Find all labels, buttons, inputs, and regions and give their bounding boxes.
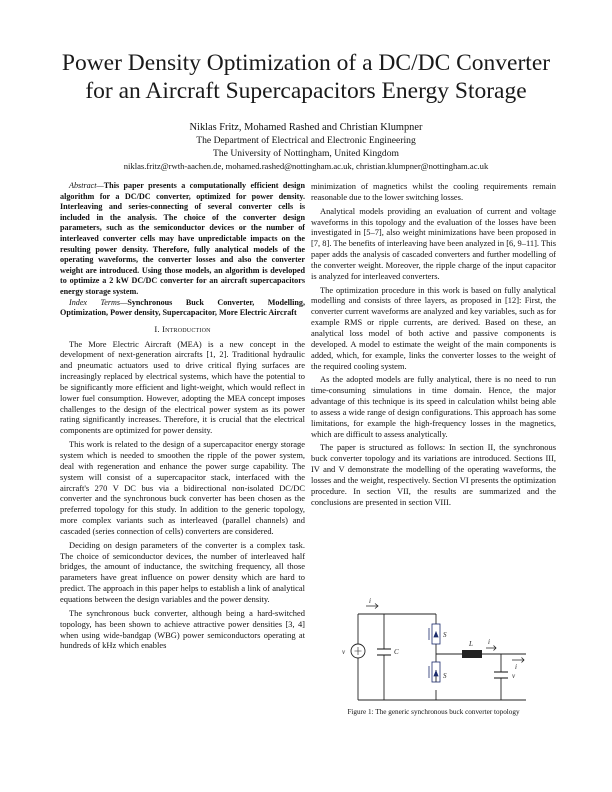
right-column — [311, 181, 556, 510]
title-line-2: for an Aircraft Supercapacitors Energy Storage — [85, 77, 527, 104]
department: The Department of Electrical and Electronic Engineering — [196, 135, 416, 146]
label-v-source: v — [342, 648, 346, 656]
right-paragraph-4: The paper is structured as follows: In section II, the synchronous buck converter topology and its variations are introduced. Sections III, IV and V demonstrate the modelling of the operating waveforms, the losses and the weight, respectively. Section VI presents the optimization procedure. In section VII, the results are summarized and the conclusions are presented in section VIII. — [311, 442, 556, 507]
intro-paragraph-3: Deciding on design parameters of the converter is a complex task. The choice of semiconductor devices, the number of interleaved half bridges, the amount of inductance, the switching frequency, all those parameters have great influence on power density which are hard to predict. The approach in this paper helps to establish a link of analytical equations between the design variables and the power density. — [60, 539, 305, 604]
index-terms — [60, 298, 305, 319]
label-i-l: i — [488, 638, 490, 646]
label-i-top: i — [369, 597, 371, 605]
right-paragraph-2: The optimization procedure in this work is based on fully analytical modelling and consists of three layers, as proposed in [12]: First, the converter current waveforms are analyzed and key variables, such as for example RMS or ripple currents, are derived. Based on these, an analytical loss model of both active and passive components is developed. A model to estimate the weight of the main components is added, which, for example, links the converter losses to the weight of the required cooling system. — [311, 284, 556, 371]
buck-converter-schematic — [336, 592, 536, 708]
intro-paragraph-2: This work is related to the design of a supercapacitor energy storage system which is needed to smoothen the ripple of the power system, deal with regeneration and enhance the power surge capability. The system will consist of a supercapacitor stack, interfaced with the aircraft's 270 V DC bus via a bidirectional non-isolated DC/DC converter and the synchronous buck converter has been chosen as the preferred topology for this study. In addition to the generic topology, more complex variants such as interleaved (parallel channels) and cascaded (series connection of cells) converters are considered. — [60, 439, 305, 536]
author-block — [20, 121, 592, 173]
input-capacitor-icon — [377, 649, 391, 655]
abstract-lead: Abstract— — [69, 181, 104, 190]
label-s1: S — [443, 631, 447, 639]
inductor-icon — [462, 650, 482, 658]
paper-title — [20, 50, 592, 105]
university: The University of Nottingham, United Kingdom — [213, 148, 399, 159]
label-v-out: v — [512, 672, 516, 680]
current-arrow-top-icon — [366, 604, 378, 609]
label-s2: S — [443, 672, 447, 680]
label-l: L — [469, 640, 473, 648]
figure-caption: Figure 1: The generic synchronous buck converter topology — [347, 708, 520, 716]
low-side-switch-icon — [429, 662, 440, 682]
intro-paragraph-4: The synchronous buck converter, although being a hard-switched topology, has been shown to achieve attractive power densities [3, 4] when using wide-bandgap (WBG) power semiconductors operating at hundreds of kHz which enables — [60, 607, 305, 651]
left-column — [60, 181, 305, 654]
label-c-in: C — [394, 648, 399, 656]
label-i-out: i — [515, 663, 517, 671]
index-terms-lead: Index Terms— — [69, 297, 128, 307]
right-paragraph-0: minimization of magnetics whilst the cooling requirements remain reasonable due to the lower switching losses. — [311, 181, 556, 202]
title-line-1: Power Density Optimization of a DC/DC Converter — [61, 50, 551, 76]
current-arrow-output-icon — [512, 658, 524, 663]
right-paragraph-3: As the adopted models are fully analytical, there is no need to run time-consuming simulations in time domain. Hence, the major advantage of this technique is its speed in calculation whilst being able to assess a wide range of design configurations. This approach has some limitations, for example the high-frequency losses in the magnetics, which are difficult to assess analytically. — [311, 374, 556, 439]
high-side-switch-icon — [429, 624, 440, 644]
author-emails: niklas.fritz@rwth-aachen.de, mohamed.rashed@nottingham.ac.uk, christian.klumpner@nottingham.ac.uk — [123, 161, 489, 171]
author-names: Niklas Fritz, Mohamed Rashed and Christian Klumpner — [189, 122, 423, 133]
intro-paragraph-1: The More Electric Aircraft (MEA) is a new concept in the development of next-generation aircrafts [1, 2]. Traditional hydraulic and pneumatic actuators used to drive critical flying surfaces are increasingly replaced by electrical systems, which have the potential to be significantly more efficient and light-weight, which would reflect in lower fuel consumption. However, adopting the MEA concept imposes challenges to the design of the electrical power system as its power rating significantly increases. Therefore, it is crucial that the electrical components are optimized for power density. — [60, 338, 305, 436]
abstract — [60, 181, 305, 298]
index-terms-text: Synchronous Buck Converter, Modelling, Optimization, Power density, Supercapacitor, More Electric Aircraft — [60, 297, 305, 318]
current-arrow-inductor-icon — [486, 646, 496, 651]
right-paragraph-1: Analytical models providing an evaluation of current and voltage waveforms in this topology and the evaluation of the losses have been investigated in [5–7], also weight minimizations have been proposed in [7, 8]. The benefits of interleaving have been analyzed in [6, 9–11]. This paper adds the analysis of cascaded converters and further modelling of the converter weight. Moreover, the ripple charge of the input capacitor is analyzed for interleaved converters. — [311, 205, 556, 281]
section-heading-introduction: I. Introduction — [154, 323, 211, 334]
output-capacitor-icon — [494, 672, 508, 678]
abstract-text: This paper presents a computationally efficient design algorithm for a DC/DC converter, optimized for power density. Interleaving and series-connecting of several converter cells is included in the analysis. The choice of the converter design parameters, such as the semiconductor devices or the number of interleaved converter cells may have unpredictable impacts on the resulting power density. Therefore, fully analytical models of the operating waveforms, the converter losses and also the converter weight are introduced. Using those models, an algorithm is developed to optimize a 2 kW DC/DC converter for an aircraft supercapacitors energy storage system. — [60, 181, 305, 296]
schematic-wires — [358, 614, 526, 700]
